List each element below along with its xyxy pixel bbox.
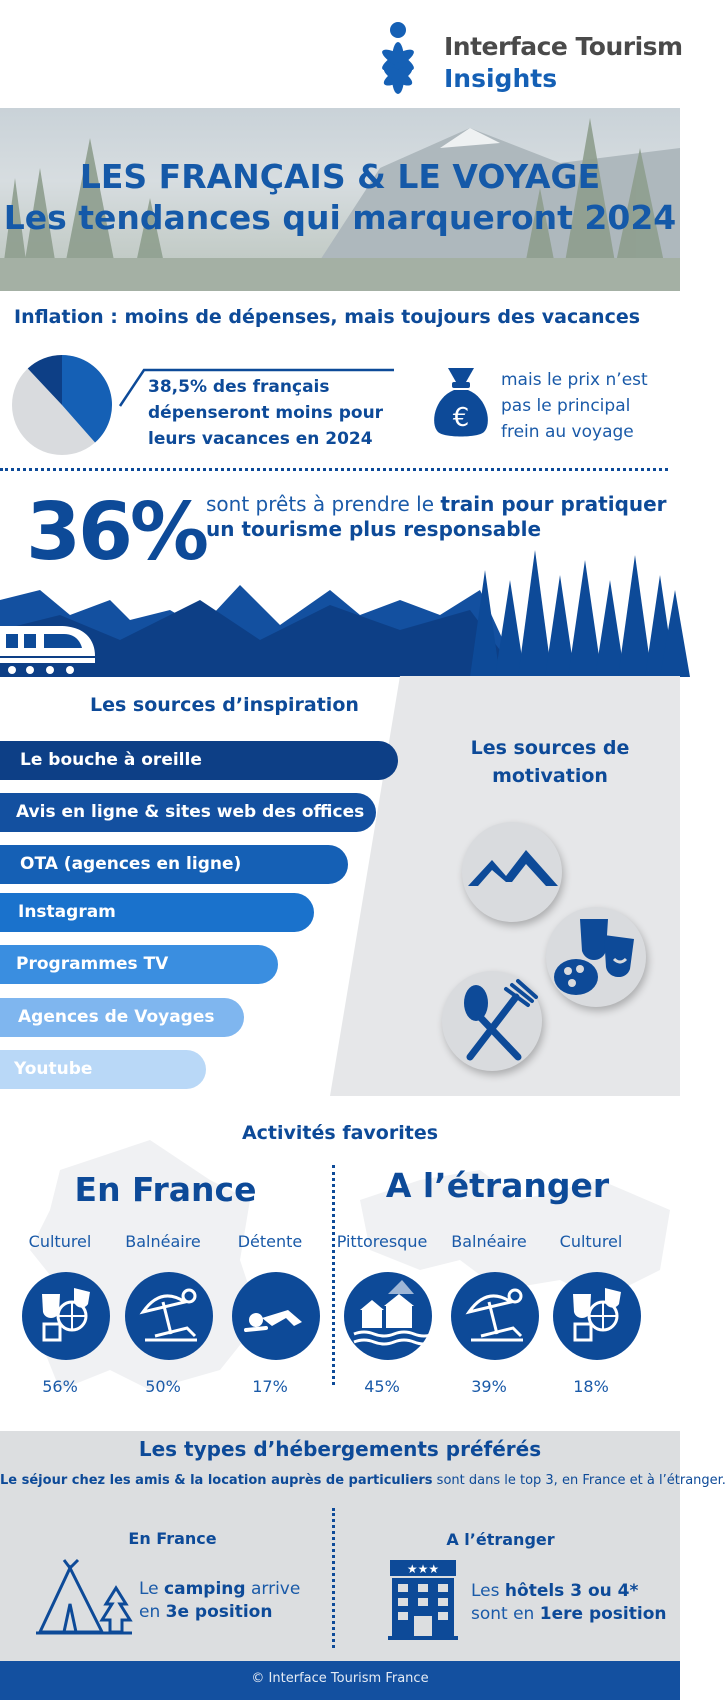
train-caption-bold: train pour pratiquer un tourisme plus responsable bbox=[206, 492, 667, 541]
mountain-forest-illustration bbox=[0, 530, 680, 677]
accommodation-france-title: En France bbox=[128, 1529, 217, 1548]
camping-caption bbox=[139, 1578, 309, 1624]
train-statistic: 36% bbox=[26, 486, 207, 578]
motivation-gastronomy bbox=[442, 971, 542, 1071]
activity-percentage: 39% bbox=[471, 1377, 507, 1396]
logo bbox=[360, 18, 683, 108]
culture-icon bbox=[553, 1272, 641, 1360]
accommodation-abroad-title: A l’étranger bbox=[446, 1530, 555, 1549]
inspiration-bar: Youtube bbox=[0, 1050, 206, 1089]
activity-label: Pittoresque bbox=[336, 1232, 428, 1251]
activities-heading: Activités favorites bbox=[241, 1122, 439, 1144]
logo-figure-icon bbox=[360, 20, 436, 100]
hotel-stars: ★★★ bbox=[406, 1562, 440, 1576]
hotel-text-2: sont en bbox=[471, 1604, 540, 1624]
village-icon bbox=[344, 1272, 432, 1360]
culture-icon bbox=[22, 1272, 110, 1360]
activity-percentage: 45% bbox=[364, 1377, 400, 1396]
motivation-heading: Les sources de motivation bbox=[470, 737, 630, 787]
page-title-line1: LES FRANÇAIS & LE VOYAGE bbox=[79, 157, 601, 196]
tent-icon bbox=[36, 1560, 132, 1636]
hotel-icon bbox=[388, 1560, 458, 1640]
inspiration-bar: Instagram bbox=[0, 893, 314, 932]
activity-label: Culturel bbox=[28, 1232, 92, 1251]
camping-text-1: Le bbox=[139, 1579, 165, 1599]
money-bag-icon bbox=[430, 364, 492, 440]
beach-icon bbox=[451, 1272, 539, 1360]
inspiration-bar: Programmes TV bbox=[0, 945, 278, 984]
activity-label: Détente bbox=[237, 1232, 303, 1251]
accommodation-heading: Les types d’hébergements préférés bbox=[138, 1437, 542, 1461]
pie-caption: 38,5% des français dépenseront moins pour leurs vacances en 2024 bbox=[148, 377, 384, 449]
abroad-title: A l’étranger bbox=[385, 1166, 610, 1205]
inspiration-heading: Les sources d’inspiration bbox=[90, 694, 359, 716]
activity-percentage: 50% bbox=[145, 1377, 181, 1396]
activity-percentage: 17% bbox=[252, 1377, 288, 1396]
logo-text-line2: Insights bbox=[444, 64, 558, 93]
accommodation-divider bbox=[332, 1508, 335, 1648]
train-caption-plain: sont prêts à prendre le bbox=[206, 492, 441, 516]
hotel-text-bold: hôtels 3 ou 4* bbox=[504, 1581, 639, 1601]
activity-label: Balnéaire bbox=[451, 1232, 527, 1251]
relax-icon bbox=[232, 1272, 320, 1360]
inspiration-bar: Avis en ligne & sites web des offices bbox=[0, 793, 376, 832]
inspiration-bar: OTA (agences en ligne) bbox=[0, 845, 348, 884]
hotel-caption bbox=[471, 1580, 671, 1626]
logo-text-line1: Interface Tourism bbox=[444, 32, 683, 61]
hotel-text-bold2: 1ere position bbox=[539, 1604, 667, 1624]
inspiration-bar: Le bouche à oreille bbox=[0, 741, 398, 780]
footer-copyright: © Interface Tourism France bbox=[251, 1671, 429, 1686]
activities-divider bbox=[332, 1165, 335, 1385]
france-title: En France bbox=[74, 1170, 257, 1209]
camping-text-2: arrive en bbox=[139, 1579, 301, 1622]
activity-label: Culturel bbox=[559, 1232, 623, 1251]
inflation-heading: Inflation : moins de dépenses, mais toujours des vacances bbox=[14, 306, 641, 328]
section-divider bbox=[0, 468, 668, 471]
motivation-culture bbox=[546, 907, 646, 1007]
page-title-line2: Les tendances qui marqueront 2024 bbox=[3, 198, 677, 237]
activity-percentage: 56% bbox=[42, 1377, 78, 1396]
accommodation-subtitle-bold: Le séjour chez les amis & la location auprès de particuliers bbox=[0, 1473, 433, 1488]
camping-text-bold: camping bbox=[164, 1579, 246, 1599]
hotel-text-1: Les bbox=[471, 1581, 505, 1601]
theater-masks-icon bbox=[546, 907, 646, 1007]
accommodation-subtitle bbox=[0, 1473, 726, 1488]
activity-percentage: 18% bbox=[573, 1377, 609, 1396]
fork-spoon-icon bbox=[442, 971, 542, 1071]
activity-label: Balnéaire bbox=[125, 1232, 201, 1251]
money-bag-symbol: € bbox=[452, 403, 470, 433]
accommodation-subtitle-plain: sont dans le top 3, en France et à l’étranger. bbox=[432, 1473, 726, 1488]
title-banner bbox=[0, 108, 680, 291]
camping-text-bold2: 3e position bbox=[165, 1602, 273, 1622]
inspiration-bar: Agences de Voyages bbox=[0, 998, 244, 1037]
page-title bbox=[0, 156, 680, 238]
price-caption: mais le prix n’est pas le principal frein au voyage bbox=[501, 370, 648, 442]
beach-icon bbox=[125, 1272, 213, 1360]
